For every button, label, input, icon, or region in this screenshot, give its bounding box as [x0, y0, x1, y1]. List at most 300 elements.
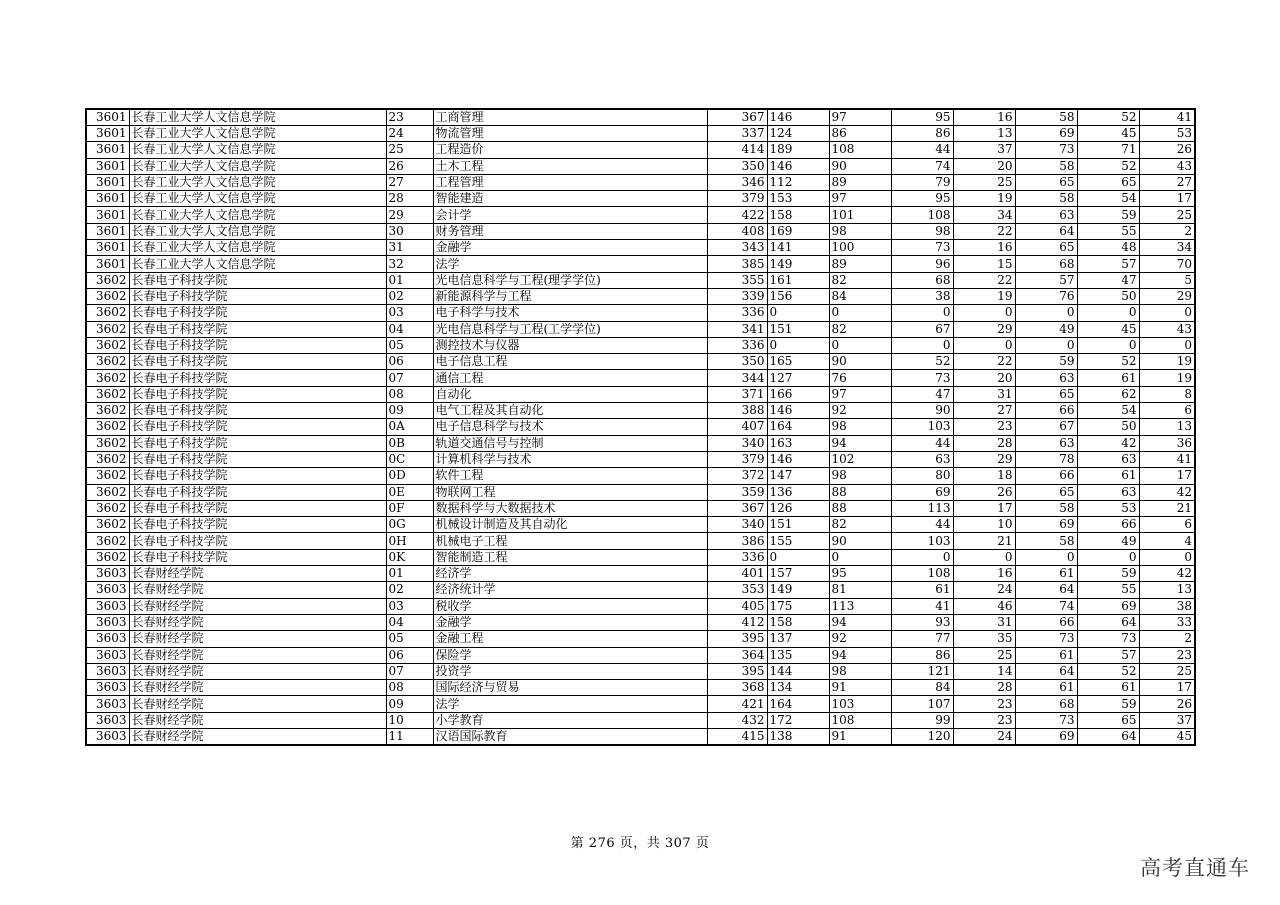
score-3-cell: 113 [891, 500, 953, 516]
score-total-cell: 359 [707, 484, 767, 500]
score-2-cell: 97 [829, 109, 891, 126]
major-code-cell: 09 [386, 696, 433, 712]
table-row [86, 191, 1195, 207]
table-row [86, 435, 1195, 451]
school-name-cell: 长春工业大学人文信息学院 [129, 126, 386, 142]
score-6-cell: 0 [1077, 549, 1139, 565]
table-row [86, 680, 1195, 696]
major-code-cell: 0E [386, 484, 433, 500]
score-1-cell: 158 [767, 207, 829, 223]
score-total-cell: 353 [707, 582, 767, 598]
score-3-cell: 44 [891, 142, 953, 158]
score-2-cell: 86 [829, 126, 891, 142]
table-row [86, 223, 1195, 239]
score-2-cell: 108 [829, 712, 891, 728]
score-2-cell: 91 [829, 680, 891, 696]
major-name-cell: 法学 [433, 256, 707, 272]
score-2-cell: 90 [829, 158, 891, 174]
score-4-cell: 20 [953, 158, 1015, 174]
score-1-cell: 134 [767, 680, 829, 696]
score-5-cell: 58 [1015, 191, 1077, 207]
school-code-cell: 3602 [86, 500, 129, 516]
score-4-cell: 26 [953, 484, 1015, 500]
school-name-cell: 长春电子科技学院 [129, 451, 386, 467]
school-code-cell: 3602 [86, 305, 129, 321]
school-name-cell: 长春电子科技学院 [129, 419, 386, 435]
major-name-cell: 工商管理 [433, 109, 707, 126]
major-name-cell: 轨道交通信号与控制 [433, 435, 707, 451]
score-5-cell: 68 [1015, 696, 1077, 712]
score-2-cell: 100 [829, 240, 891, 256]
score-2-cell: 101 [829, 207, 891, 223]
school-name-cell: 长春工业大学人文信息学院 [129, 158, 386, 174]
score-total-cell: 344 [707, 370, 767, 386]
school-name-cell: 长春工业大学人文信息学院 [129, 174, 386, 190]
score-2-cell: 76 [829, 370, 891, 386]
score-1-cell: 0 [767, 305, 829, 321]
score-6-cell: 65 [1077, 712, 1139, 728]
table-row [86, 533, 1195, 549]
major-code-cell: 07 [386, 370, 433, 386]
score-7-cell: 41 [1139, 109, 1195, 126]
table-row [86, 126, 1195, 142]
score-6-cell: 61 [1077, 680, 1139, 696]
school-code-cell: 3601 [86, 240, 129, 256]
score-6-cell: 59 [1077, 696, 1139, 712]
major-code-cell: 06 [386, 354, 433, 370]
major-name-cell: 小学教育 [433, 712, 707, 728]
score-6-cell: 54 [1077, 403, 1139, 419]
school-name-cell: 长春工业大学人文信息学院 [129, 207, 386, 223]
score-7-cell: 37 [1139, 712, 1195, 728]
score-7-cell: 42 [1139, 484, 1195, 500]
major-name-cell: 金融工程 [433, 631, 707, 647]
score-total-cell: 408 [707, 223, 767, 239]
score-7-cell: 2 [1139, 631, 1195, 647]
school-code-cell: 3603 [86, 598, 129, 614]
school-code-cell: 3603 [86, 663, 129, 679]
score-total-cell: 364 [707, 647, 767, 663]
score-3-cell: 38 [891, 288, 953, 304]
score-4-cell: 25 [953, 174, 1015, 190]
score-5-cell: 57 [1015, 272, 1077, 288]
score-4-cell: 31 [953, 614, 1015, 630]
score-5-cell: 78 [1015, 451, 1077, 467]
score-2-cell: 97 [829, 191, 891, 207]
score-4-cell: 14 [953, 663, 1015, 679]
score-1-cell: 137 [767, 631, 829, 647]
score-1-cell: 112 [767, 174, 829, 190]
major-name-cell: 数据科学与大数据技术 [433, 500, 707, 516]
score-7-cell: 25 [1139, 207, 1195, 223]
score-1-cell: 135 [767, 647, 829, 663]
score-3-cell: 63 [891, 451, 953, 467]
score-4-cell: 20 [953, 370, 1015, 386]
score-2-cell: 113 [829, 598, 891, 614]
school-name-cell: 长春电子科技学院 [129, 386, 386, 402]
score-2-cell: 98 [829, 223, 891, 239]
score-7-cell: 42 [1139, 566, 1195, 582]
score-total-cell: 407 [707, 419, 767, 435]
score-6-cell: 64 [1077, 728, 1139, 745]
score-6-cell: 63 [1077, 451, 1139, 467]
major-name-cell: 智能建造 [433, 191, 707, 207]
score-total-cell: 336 [707, 337, 767, 353]
score-2-cell: 95 [829, 566, 891, 582]
school-code-cell: 3602 [86, 403, 129, 419]
score-total-cell: 372 [707, 468, 767, 484]
score-3-cell: 90 [891, 403, 953, 419]
score-total-cell: 339 [707, 288, 767, 304]
school-name-cell: 长春财经学院 [129, 582, 386, 598]
school-code-cell: 3601 [86, 223, 129, 239]
score-5-cell: 73 [1015, 142, 1077, 158]
school-name-cell: 长春财经学院 [129, 566, 386, 582]
score-2-cell: 84 [829, 288, 891, 304]
major-name-cell: 测控技术与仪器 [433, 337, 707, 353]
score-total-cell: 337 [707, 126, 767, 142]
major-name-cell: 会计学 [433, 207, 707, 223]
score-2-cell: 92 [829, 631, 891, 647]
score-2-cell: 94 [829, 614, 891, 630]
score-5-cell: 61 [1015, 680, 1077, 696]
school-code-cell: 3602 [86, 321, 129, 337]
score-3-cell: 103 [891, 419, 953, 435]
score-7-cell: 70 [1139, 256, 1195, 272]
score-4-cell: 46 [953, 598, 1015, 614]
score-2-cell: 81 [829, 582, 891, 598]
score-5-cell: 64 [1015, 663, 1077, 679]
major-code-cell: 31 [386, 240, 433, 256]
score-3-cell: 44 [891, 517, 953, 533]
school-code-cell: 3602 [86, 370, 129, 386]
major-name-cell: 工程造价 [433, 142, 707, 158]
score-1-cell: 165 [767, 354, 829, 370]
score-6-cell: 53 [1077, 500, 1139, 516]
score-2-cell: 0 [829, 549, 891, 565]
score-6-cell: 0 [1077, 305, 1139, 321]
score-7-cell: 13 [1139, 419, 1195, 435]
school-code-cell: 3602 [86, 354, 129, 370]
score-6-cell: 62 [1077, 386, 1139, 402]
table-row [86, 142, 1195, 158]
major-name-cell: 光电信息科学与工程(工学学位) [433, 321, 707, 337]
score-1-cell: 146 [767, 109, 829, 126]
score-5-cell: 0 [1015, 337, 1077, 353]
score-4-cell: 16 [953, 109, 1015, 126]
score-7-cell: 43 [1139, 321, 1195, 337]
major-code-cell: 01 [386, 272, 433, 288]
score-5-cell: 63 [1015, 435, 1077, 451]
score-1-cell: 172 [767, 712, 829, 728]
score-5-cell: 0 [1015, 549, 1077, 565]
score-6-cell: 52 [1077, 354, 1139, 370]
score-total-cell: 379 [707, 451, 767, 467]
score-6-cell: 59 [1077, 207, 1139, 223]
school-name-cell: 长春财经学院 [129, 598, 386, 614]
major-name-cell: 智能制造工程 [433, 549, 707, 565]
major-code-cell: 08 [386, 680, 433, 696]
school-code-cell: 3601 [86, 109, 129, 126]
major-code-cell: 01 [386, 566, 433, 582]
score-3-cell: 0 [891, 337, 953, 353]
score-5-cell: 49 [1015, 321, 1077, 337]
school-name-cell: 长春电子科技学院 [129, 500, 386, 516]
score-1-cell: 169 [767, 223, 829, 239]
score-total-cell: 415 [707, 728, 767, 745]
major-code-cell: 0D [386, 468, 433, 484]
score-4-cell: 18 [953, 468, 1015, 484]
score-7-cell: 0 [1139, 549, 1195, 565]
major-name-cell: 电子科学与技术 [433, 305, 707, 321]
school-code-cell: 3601 [86, 191, 129, 207]
major-name-cell: 物流管理 [433, 126, 707, 142]
table-row [86, 321, 1195, 337]
score-1-cell: 126 [767, 500, 829, 516]
score-3-cell: 52 [891, 354, 953, 370]
table-row [86, 354, 1195, 370]
score-1-cell: 146 [767, 451, 829, 467]
school-code-cell: 3603 [86, 647, 129, 663]
score-7-cell: 27 [1139, 174, 1195, 190]
score-1-cell: 0 [767, 549, 829, 565]
table-row [86, 517, 1195, 533]
score-total-cell: 355 [707, 272, 767, 288]
score-5-cell: 64 [1015, 582, 1077, 598]
major-name-cell: 机械设计制造及其自动化 [433, 517, 707, 533]
score-7-cell: 5 [1139, 272, 1195, 288]
score-5-cell: 63 [1015, 370, 1077, 386]
table-row [86, 207, 1195, 223]
score-6-cell: 57 [1077, 647, 1139, 663]
school-code-cell: 3603 [86, 712, 129, 728]
score-7-cell: 26 [1139, 696, 1195, 712]
score-total-cell: 371 [707, 386, 767, 402]
major-name-cell: 经济学 [433, 566, 707, 582]
score-3-cell: 86 [891, 126, 953, 142]
score-6-cell: 42 [1077, 435, 1139, 451]
major-name-cell: 经济统计学 [433, 582, 707, 598]
score-3-cell: 121 [891, 663, 953, 679]
score-4-cell: 19 [953, 191, 1015, 207]
score-3-cell: 95 [891, 109, 953, 126]
school-code-cell: 3603 [86, 614, 129, 630]
score-4-cell: 22 [953, 272, 1015, 288]
score-6-cell: 57 [1077, 256, 1139, 272]
score-5-cell: 0 [1015, 305, 1077, 321]
score-total-cell: 379 [707, 191, 767, 207]
score-1-cell: 151 [767, 321, 829, 337]
score-1-cell: 136 [767, 484, 829, 500]
school-name-cell: 长春财经学院 [129, 647, 386, 663]
score-3-cell: 84 [891, 680, 953, 696]
score-1-cell: 161 [767, 272, 829, 288]
table-row [86, 419, 1195, 435]
score-3-cell: 73 [891, 370, 953, 386]
score-5-cell: 74 [1015, 598, 1077, 614]
score-2-cell: 92 [829, 403, 891, 419]
score-5-cell: 58 [1015, 109, 1077, 126]
score-2-cell: 94 [829, 647, 891, 663]
score-total-cell: 395 [707, 631, 767, 647]
school-name-cell: 长春工业大学人文信息学院 [129, 191, 386, 207]
score-4-cell: 19 [953, 288, 1015, 304]
score-3-cell: 95 [891, 191, 953, 207]
score-1-cell: 164 [767, 696, 829, 712]
score-3-cell: 41 [891, 598, 953, 614]
major-code-cell: 27 [386, 174, 433, 190]
school-name-cell: 长春财经学院 [129, 680, 386, 696]
score-total-cell: 386 [707, 533, 767, 549]
score-7-cell: 17 [1139, 468, 1195, 484]
score-6-cell: 49 [1077, 533, 1139, 549]
score-5-cell: 69 [1015, 126, 1077, 142]
score-1-cell: 146 [767, 403, 829, 419]
score-4-cell: 23 [953, 696, 1015, 712]
table-row [86, 663, 1195, 679]
school-code-cell: 3602 [86, 386, 129, 402]
major-name-cell: 土木工程 [433, 158, 707, 174]
school-code-cell: 3602 [86, 272, 129, 288]
major-name-cell: 保险学 [433, 647, 707, 663]
score-4-cell: 17 [953, 500, 1015, 516]
major-code-cell: 05 [386, 631, 433, 647]
major-name-cell: 金融学 [433, 614, 707, 630]
score-5-cell: 67 [1015, 419, 1077, 435]
score-total-cell: 367 [707, 109, 767, 126]
score-7-cell: 45 [1139, 728, 1195, 745]
major-code-cell: 0C [386, 451, 433, 467]
score-3-cell: 107 [891, 696, 953, 712]
score-2-cell: 108 [829, 142, 891, 158]
score-5-cell: 65 [1015, 174, 1077, 190]
score-total-cell: 350 [707, 158, 767, 174]
watermark-logo-text: 高考直通车 [1140, 856, 1250, 880]
table-row [86, 240, 1195, 256]
score-7-cell: 8 [1139, 386, 1195, 402]
score-total-cell: 336 [707, 549, 767, 565]
score-1-cell: 149 [767, 256, 829, 272]
major-name-cell: 财务管理 [433, 223, 707, 239]
major-code-cell: 11 [386, 728, 433, 745]
school-code-cell: 3602 [86, 533, 129, 549]
score-3-cell: 98 [891, 223, 953, 239]
table-row [86, 696, 1195, 712]
school-name-cell: 长春电子科技学院 [129, 321, 386, 337]
score-6-cell: 54 [1077, 191, 1139, 207]
table-row [86, 566, 1195, 582]
score-6-cell: 71 [1077, 142, 1139, 158]
score-1-cell: 124 [767, 126, 829, 142]
table-row [86, 370, 1195, 386]
score-2-cell: 82 [829, 321, 891, 337]
score-5-cell: 68 [1015, 256, 1077, 272]
major-code-cell: 02 [386, 288, 433, 304]
score-4-cell: 0 [953, 305, 1015, 321]
score-6-cell: 61 [1077, 468, 1139, 484]
score-total-cell: 422 [707, 207, 767, 223]
score-2-cell: 91 [829, 728, 891, 745]
score-3-cell: 44 [891, 435, 953, 451]
score-1-cell: 189 [767, 142, 829, 158]
score-total-cell: 412 [707, 614, 767, 630]
score-6-cell: 52 [1077, 158, 1139, 174]
school-name-cell: 长春财经学院 [129, 728, 386, 745]
score-4-cell: 22 [953, 354, 1015, 370]
score-4-cell: 22 [953, 223, 1015, 239]
score-4-cell: 28 [953, 680, 1015, 696]
major-code-cell: 07 [386, 663, 433, 679]
score-6-cell: 73 [1077, 631, 1139, 647]
score-2-cell: 102 [829, 451, 891, 467]
score-total-cell: 432 [707, 712, 767, 728]
school-name-cell: 长春电子科技学院 [129, 354, 386, 370]
score-5-cell: 58 [1015, 500, 1077, 516]
score-7-cell: 25 [1139, 663, 1195, 679]
score-total-cell: 368 [707, 680, 767, 696]
table-row [86, 451, 1195, 467]
score-3-cell: 61 [891, 582, 953, 598]
score-total-cell: 388 [707, 403, 767, 419]
score-7-cell: 21 [1139, 500, 1195, 516]
score-7-cell: 19 [1139, 370, 1195, 386]
major-name-cell: 法学 [433, 696, 707, 712]
score-5-cell: 66 [1015, 468, 1077, 484]
score-1-cell: 166 [767, 386, 829, 402]
score-3-cell: 74 [891, 158, 953, 174]
score-3-cell: 108 [891, 207, 953, 223]
score-5-cell: 76 [1015, 288, 1077, 304]
major-code-cell: 0A [386, 419, 433, 435]
table-row [86, 728, 1195, 745]
score-2-cell: 0 [829, 337, 891, 353]
score-1-cell: 157 [767, 566, 829, 582]
score-6-cell: 0 [1077, 337, 1139, 353]
score-2-cell: 0 [829, 305, 891, 321]
score-2-cell: 90 [829, 533, 891, 549]
school-code-cell: 3602 [86, 549, 129, 565]
major-code-cell: 25 [386, 142, 433, 158]
school-code-cell: 3602 [86, 484, 129, 500]
score-7-cell: 6 [1139, 403, 1195, 419]
major-name-cell: 汉语国际教育 [433, 728, 707, 745]
score-4-cell: 23 [953, 419, 1015, 435]
school-name-cell: 长春财经学院 [129, 614, 386, 630]
school-name-cell: 长春电子科技学院 [129, 468, 386, 484]
school-code-cell: 3603 [86, 696, 129, 712]
table-row [86, 158, 1195, 174]
score-3-cell: 80 [891, 468, 953, 484]
score-3-cell: 86 [891, 647, 953, 663]
school-name-cell: 长春财经学院 [129, 631, 386, 647]
school-name-cell: 长春电子科技学院 [129, 549, 386, 565]
score-5-cell: 65 [1015, 386, 1077, 402]
school-name-cell: 长春工业大学人文信息学院 [129, 256, 386, 272]
score-7-cell: 0 [1139, 337, 1195, 353]
school-code-cell: 3602 [86, 337, 129, 353]
score-7-cell: 34 [1139, 240, 1195, 256]
major-code-cell: 05 [386, 337, 433, 353]
score-3-cell: 93 [891, 614, 953, 630]
score-4-cell: 10 [953, 517, 1015, 533]
school-code-cell: 3601 [86, 207, 129, 223]
score-6-cell: 59 [1077, 566, 1139, 582]
school-code-cell: 3602 [86, 288, 129, 304]
score-4-cell: 13 [953, 126, 1015, 142]
table-row [86, 614, 1195, 630]
score-1-cell: 158 [767, 614, 829, 630]
school-name-cell: 长春电子科技学院 [129, 272, 386, 288]
